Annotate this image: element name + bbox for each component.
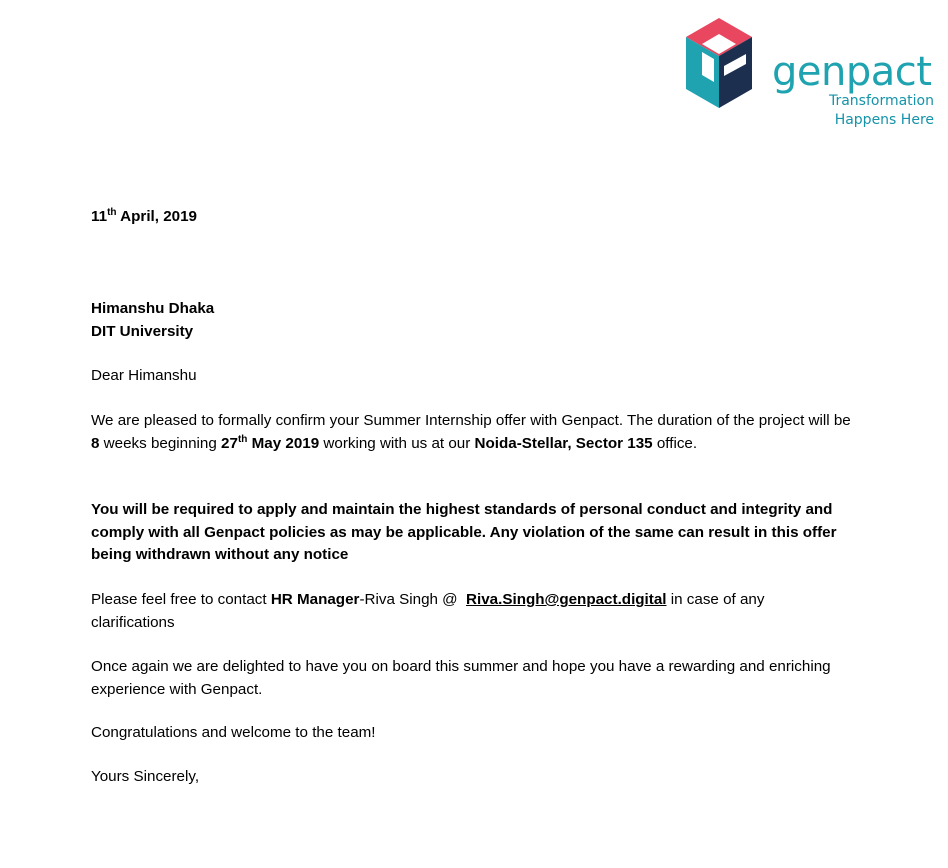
offer-start-date bbox=[221, 435, 319, 452]
salutation: Dear Himanshu bbox=[91, 367, 197, 384]
contact-role: HR Manager bbox=[270, 591, 360, 608]
genpact-wordmark: genpact bbox=[772, 49, 932, 95]
contact-text-2: -Riva Singh @ bbox=[359, 591, 467, 608]
recipient-name: Himanshu Dhaka bbox=[91, 300, 215, 317]
tagline-line-2: Happens Here bbox=[834, 112, 934, 128]
tagline-line-1: Transformation bbox=[828, 93, 934, 109]
date-day: 11 bbox=[91, 208, 108, 225]
start-month-year: May 2019 bbox=[247, 434, 320, 452]
paragraph-congratulations: Congratulations and welcome to the team! bbox=[91, 724, 376, 741]
recipient-block bbox=[91, 298, 851, 343]
letter-date bbox=[91, 208, 197, 225]
date-month-year: April, 2019 bbox=[120, 208, 197, 225]
contact-text-1: Please feel free to contact bbox=[91, 591, 271, 608]
closing: Yours Sincerely, bbox=[91, 768, 200, 785]
offer-text-1: We are pleased to formally confirm your Summer Internship offer with Genpact. The duration of the project will be bbox=[91, 412, 851, 429]
paragraph-welcome: Once again we are delighted to have you on board this summer and hope you have a rewarding and enriching experience with Genpact. bbox=[91, 658, 831, 698]
offer-text-2: weeks beginning bbox=[99, 434, 222, 452]
contact-email-link[interactable]: Riva.Singh@genpact.digital bbox=[466, 591, 667, 608]
offer-location: Noida-Stellar, Sector 135 bbox=[474, 434, 653, 452]
recipient-organization: DIT University bbox=[91, 322, 194, 340]
paragraph-contact bbox=[91, 589, 851, 634]
paragraph-offer bbox=[91, 410, 851, 455]
genpact-logo bbox=[684, 18, 940, 132]
offer-text-4: office. bbox=[652, 434, 698, 452]
date-day-suffix: th bbox=[107, 207, 117, 218]
start-day: 27 bbox=[221, 434, 238, 452]
start-day-suffix: th bbox=[237, 433, 248, 445]
genpact-logo-mark-icon bbox=[684, 18, 754, 110]
genpact-tagline bbox=[829, 92, 934, 130]
contact-text-3: in case of any clarifications bbox=[91, 591, 765, 631]
offer-weeks: 8 bbox=[91, 434, 100, 452]
offer-text-3: working with us at our bbox=[319, 434, 475, 452]
paragraph-conduct: You will be required to apply and maintain the highest standards of personal conduct and integrity and comply with all Genpact policies as may be applicable. Any violation of the same can result in this offer being withdrawn without any notice bbox=[91, 501, 837, 563]
